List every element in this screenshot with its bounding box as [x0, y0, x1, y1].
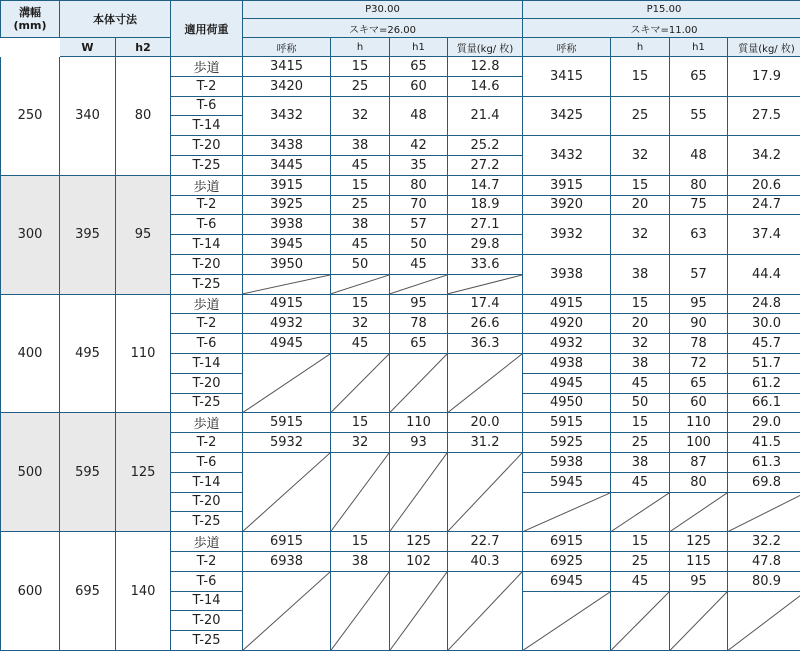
empty-slash-line — [523, 493, 610, 532]
p30-h1-cell: 65 — [390, 334, 448, 354]
p15-h-cell: 32 — [611, 215, 670, 255]
load-cell: 歩道 — [171, 413, 243, 433]
gap11-header: スキマ=11.00 — [523, 19, 800, 38]
p30-h1-cell: 102 — [390, 552, 448, 572]
load-cell: T-6 — [171, 453, 243, 473]
p30-mass-cell: 27.1 — [448, 215, 523, 235]
p15-name-cell: 3932 — [523, 215, 611, 255]
p15-mass-cell: 61.3 — [728, 453, 800, 473]
width-value: 400 — [0, 295, 60, 414]
p30-mass-cell: 14.7 — [448, 176, 523, 196]
p15-name-cell — [523, 493, 611, 533]
load-cell: T-14 — [171, 235, 243, 255]
load-cell: T-2 — [171, 314, 243, 334]
p30-h1-cell: 70 — [390, 196, 448, 216]
load-cell: T-25 — [171, 275, 243, 295]
p15-mass-cell: 24.7 — [728, 196, 800, 216]
p30-name-cell: 3915 — [243, 176, 331, 196]
empty-slash-line — [331, 354, 389, 412]
p15-h-cell: 15 — [611, 176, 670, 196]
p30-mass-cell — [448, 572, 523, 651]
p15-h1-cell: 100 — [670, 433, 728, 453]
p30-name-cell: 3420 — [243, 77, 331, 97]
p30-h-cell: 15 — [331, 295, 390, 315]
h1-header-p30: h1 — [390, 38, 448, 57]
empty-slash-line — [728, 493, 800, 532]
load-cell: T-14 — [171, 354, 243, 374]
p15-mass-cell: 41.5 — [728, 433, 800, 453]
p30-name-cell: 3945 — [243, 235, 331, 255]
empty-slash-line — [390, 354, 447, 412]
load-cell: 歩道 — [171, 532, 243, 552]
p30-h-cell: 32 — [331, 314, 390, 334]
mass-header-p30: 質量(kg/ 枚) — [448, 38, 523, 57]
p30-mass-cell: 18.9 — [448, 196, 523, 216]
mass-header-p15: 質量(kg/ 枚) — [728, 38, 800, 57]
p15-name-cell: 4950 — [523, 394, 611, 414]
p15-h-cell: 45 — [611, 572, 670, 592]
empty-slash-line — [448, 354, 522, 412]
p30-mass-cell: 29.8 — [448, 235, 523, 255]
load-cell: T-2 — [171, 77, 243, 97]
p15-h1-cell: 87 — [670, 453, 728, 473]
p15-mass-cell: 51.7 — [728, 354, 800, 374]
p15-h-cell: 15 — [611, 532, 670, 552]
w-header: W — [60, 38, 116, 57]
w-value: 695 — [60, 532, 116, 651]
p15-mass-cell: 61.2 — [728, 374, 800, 394]
width-value: 500 — [0, 413, 60, 532]
p30-h1-cell — [390, 275, 448, 295]
p15-name-cell: 4920 — [523, 314, 611, 334]
p15-h1-cell: 72 — [670, 354, 728, 374]
p15-name-cell: 4915 — [523, 295, 611, 315]
load-header: 適用荷重 — [171, 0, 243, 57]
p15-h1-cell: 115 — [670, 552, 728, 572]
p30-h-cell — [331, 275, 390, 295]
load-cell: T-20 — [171, 493, 243, 513]
p30-name-cell: 4945 — [243, 334, 331, 354]
p15-h-cell: 15 — [611, 295, 670, 315]
w-value: 340 — [60, 57, 116, 176]
p30-mass-cell: 31.2 — [448, 433, 523, 453]
p30-mass-cell: 20.0 — [448, 413, 523, 433]
p15-h-cell: 20 — [611, 196, 670, 216]
p30-name-cell: 3438 — [243, 136, 331, 156]
p30-h1-cell: 110 — [390, 413, 448, 433]
load-cell: T-14 — [171, 116, 243, 136]
p30-h1-cell: 78 — [390, 314, 448, 334]
w-value: 495 — [60, 295, 116, 414]
p15-name-cell: 5938 — [523, 453, 611, 473]
p15-mass-cell: 45.7 — [728, 334, 800, 354]
h2-value: 125 — [116, 413, 171, 532]
p30-name-cell: 3445 — [243, 156, 331, 176]
p15-h-cell: 25 — [611, 552, 670, 572]
empty-slash-line — [243, 572, 330, 650]
name-header-p15: 呼称 — [523, 38, 611, 57]
p15-name-cell: 4945 — [523, 374, 611, 394]
p15-h1-cell: 55 — [670, 97, 728, 137]
width-value: 600 — [0, 532, 60, 651]
p30-h1-cell: 50 — [390, 235, 448, 255]
p15-name-cell: 3938 — [523, 255, 611, 295]
p30-h-cell: 45 — [331, 334, 390, 354]
name-header-p30: 呼称 — [243, 38, 331, 57]
p15-h1-cell: 75 — [670, 196, 728, 216]
load-cell: 歩道 — [171, 295, 243, 315]
p30-h-cell: 15 — [331, 532, 390, 552]
p30-h-cell: 15 — [331, 57, 390, 77]
p15-mass-cell: 32.2 — [728, 532, 800, 552]
p15-name-cell: 5925 — [523, 433, 611, 453]
load-cell: T-2 — [171, 552, 243, 572]
p15-mass-cell: 34.2 — [728, 136, 800, 176]
p15-name-cell — [523, 592, 611, 651]
h-header-p15: h — [611, 38, 670, 57]
h2-value: 140 — [116, 532, 171, 651]
empty-slash-line — [523, 592, 610, 650]
empty-slash-line — [448, 453, 522, 531]
p15-mass-cell — [728, 592, 800, 651]
load-cell: 歩道 — [171, 176, 243, 196]
empty-slash-line — [611, 592, 669, 650]
p30-header: P30.00 — [243, 0, 523, 19]
p15-name-cell: 6925 — [523, 552, 611, 572]
p15-h-cell: 15 — [611, 413, 670, 433]
empty-slash-line — [448, 572, 522, 650]
p15-h-cell: 32 — [611, 136, 670, 176]
empty-slash-line — [243, 354, 330, 412]
load-cell: T-14 — [171, 473, 243, 493]
empty-slash-line — [390, 453, 447, 531]
p30-name-cell: 3432 — [243, 97, 331, 137]
p30-h-cell: 32 — [331, 97, 390, 137]
h1-header-p15: h1 — [670, 38, 728, 57]
p30-mass-cell: 36.3 — [448, 334, 523, 354]
h-header-p30: h — [331, 38, 390, 57]
p15-h-cell: 25 — [611, 433, 670, 453]
p30-mass-cell: 17.4 — [448, 295, 523, 315]
p15-h1-cell: 60 — [670, 394, 728, 414]
p15-name-cell: 4938 — [523, 354, 611, 374]
p15-h1-cell: 63 — [670, 215, 728, 255]
p15-mass-cell: 24.8 — [728, 295, 800, 315]
p15-h-cell: 38 — [611, 453, 670, 473]
h2-value: 80 — [116, 57, 171, 176]
load-cell: T-25 — [171, 512, 243, 532]
p30-h-cell: 38 — [331, 552, 390, 572]
p15-name-cell: 4932 — [523, 334, 611, 354]
p15-h1-cell: 78 — [670, 334, 728, 354]
p15-h1-cell: 95 — [670, 572, 728, 592]
h2-value: 95 — [116, 176, 171, 295]
p15-h-cell: 15 — [611, 57, 670, 97]
load-cell: T-25 — [171, 394, 243, 414]
empty-slash-line — [728, 592, 800, 650]
p30-name-cell: 5915 — [243, 413, 331, 433]
load-cell: T-2 — [171, 433, 243, 453]
p30-h1-cell: 48 — [390, 97, 448, 137]
p30-mass-cell: 22.7 — [448, 532, 523, 552]
p15-h1-cell: 65 — [670, 57, 728, 97]
p15-mass-cell: 37.4 — [728, 215, 800, 255]
empty-slash-line — [448, 275, 522, 294]
p30-h1-cell: 60 — [390, 77, 448, 97]
p15-mass-cell: 30.0 — [728, 314, 800, 334]
p30-name-cell: 6938 — [243, 552, 331, 572]
empty-slash-line — [390, 275, 447, 294]
load-cell: T-6 — [171, 215, 243, 235]
p15-h-cell: 50 — [611, 394, 670, 414]
p30-name-cell: 4915 — [243, 295, 331, 315]
p15-h1-cell: 65 — [670, 374, 728, 394]
p15-h-cell: 45 — [611, 374, 670, 394]
p30-h-cell — [331, 453, 390, 532]
p15-h-cell — [611, 493, 670, 533]
p30-mass-cell: 33.6 — [448, 255, 523, 275]
p15-name-cell: 5915 — [523, 413, 611, 433]
p30-name-cell: 3415 — [243, 57, 331, 77]
p15-h1-cell — [670, 493, 728, 533]
p30-mass-cell: 40.3 — [448, 552, 523, 572]
p15-mass-cell: 66.1 — [728, 394, 800, 414]
p30-h1-cell: 45 — [390, 255, 448, 275]
p30-h1-cell: 80 — [390, 176, 448, 196]
p15-name-cell: 3415 — [523, 57, 611, 97]
p30-h1-cell — [390, 453, 448, 532]
p30-h1-cell: 57 — [390, 215, 448, 235]
p15-mass-cell: 47.8 — [728, 552, 800, 572]
load-cell: T-20 — [171, 255, 243, 275]
p30-mass-cell: 21.4 — [448, 97, 523, 137]
width-header: 溝幅 (mm) — [0, 0, 60, 38]
p15-h-cell: 32 — [611, 334, 670, 354]
p30-h-cell: 38 — [331, 215, 390, 235]
load-cell: T-6 — [171, 97, 243, 117]
p15-name-cell: 6945 — [523, 572, 611, 592]
load-cell: T-20 — [171, 611, 243, 631]
p30-name-cell: 5932 — [243, 433, 331, 453]
load-cell: T-20 — [171, 136, 243, 156]
gap26-header: スキマ=26.00 — [243, 19, 523, 38]
p15-h-cell: 45 — [611, 473, 670, 493]
p30-h-cell: 25 — [331, 196, 390, 216]
empty-slash-line — [243, 453, 330, 531]
p15-mass-cell — [728, 493, 800, 533]
p15-h1-cell: 90 — [670, 314, 728, 334]
p15-mass-cell: 17.9 — [728, 57, 800, 97]
p30-h-cell: 38 — [331, 136, 390, 156]
p15-name-cell: 5945 — [523, 473, 611, 493]
p30-h-cell: 45 — [331, 156, 390, 176]
p30-mass-cell: 26.6 — [448, 314, 523, 334]
body-dims-header: 本体寸法 — [60, 0, 171, 38]
p30-mass-cell — [448, 275, 523, 295]
p30-name-cell — [243, 572, 331, 651]
p15-h-cell: 38 — [611, 255, 670, 295]
p30-name-cell: 6915 — [243, 532, 331, 552]
p15-name-cell: 3920 — [523, 196, 611, 216]
p15-h1-cell: 80 — [670, 473, 728, 493]
width-value: 250 — [0, 57, 60, 176]
p15-mass-cell: 80.9 — [728, 572, 800, 592]
p15-mass-cell: 27.5 — [728, 97, 800, 137]
p30-h1-cell: 125 — [390, 532, 448, 552]
p30-h-cell: 15 — [331, 413, 390, 433]
p30-h1-cell: 65 — [390, 57, 448, 77]
empty-slash-line — [331, 453, 389, 531]
p30-mass-cell: 25.2 — [448, 136, 523, 156]
p15-h-cell: 25 — [611, 97, 670, 137]
p15-h1-cell: 80 — [670, 176, 728, 196]
p30-h1-cell — [390, 354, 448, 413]
p30-h1-cell: 42 — [390, 136, 448, 156]
p30-name-cell: 3938 — [243, 215, 331, 235]
load-cell: T-25 — [171, 631, 243, 651]
empty-slash-line — [670, 592, 727, 650]
p30-mass-cell: 27.2 — [448, 156, 523, 176]
w-value: 395 — [60, 176, 116, 295]
p30-name-cell — [243, 453, 331, 532]
load-cell: T-2 — [171, 196, 243, 216]
p30-h-cell: 25 — [331, 77, 390, 97]
p30-h1-cell: 35 — [390, 156, 448, 176]
p15-h1-cell: 57 — [670, 255, 728, 295]
p15-name-cell: 3432 — [523, 136, 611, 176]
p15-h-cell — [611, 592, 670, 651]
p15-h-cell: 20 — [611, 314, 670, 334]
empty-slash-line — [611, 493, 669, 532]
empty-slash-line — [243, 275, 330, 294]
w-value: 595 — [60, 413, 116, 532]
load-cell: T-25 — [171, 156, 243, 176]
p30-mass-cell — [448, 453, 523, 532]
p30-name-cell — [243, 354, 331, 413]
p30-h-cell: 50 — [331, 255, 390, 275]
load-cell: T-20 — [171, 374, 243, 394]
p15-h1-cell: 110 — [670, 413, 728, 433]
p15-h1-cell: 95 — [670, 295, 728, 315]
p15-name-cell: 6915 — [523, 532, 611, 552]
load-cell: 歩道 — [171, 57, 243, 77]
p30-h-cell — [331, 572, 390, 651]
p15-h-cell: 38 — [611, 354, 670, 374]
p15-h1-cell: 48 — [670, 136, 728, 176]
p30-mass-cell: 12.8 — [448, 57, 523, 77]
p30-h-cell: 45 — [331, 235, 390, 255]
empty-slash-line — [670, 493, 727, 532]
p15-name-cell: 3425 — [523, 97, 611, 137]
h2-header: h2 — [116, 38, 171, 57]
width-value: 300 — [0, 176, 60, 295]
h2-value: 110 — [116, 295, 171, 414]
p30-h1-cell: 93 — [390, 433, 448, 453]
p30-name-cell: 3950 — [243, 255, 331, 275]
p15-mass-cell: 69.8 — [728, 473, 800, 493]
p30-h-cell: 32 — [331, 433, 390, 453]
p30-name-cell — [243, 275, 331, 295]
p15-h1-cell — [670, 592, 728, 651]
p30-h-cell: 15 — [331, 176, 390, 196]
p30-mass-cell: 14.6 — [448, 77, 523, 97]
p30-name-cell: 4932 — [243, 314, 331, 334]
p30-mass-cell — [448, 354, 523, 413]
load-cell: T-6 — [171, 572, 243, 592]
p30-h1-cell: 95 — [390, 295, 448, 315]
load-cell: T-6 — [171, 334, 243, 354]
p15-mass-cell: 29.0 — [728, 413, 800, 433]
empty-slash-line — [331, 572, 389, 650]
p15-h1-cell: 125 — [670, 532, 728, 552]
p15-name-cell: 3915 — [523, 176, 611, 196]
p30-h1-cell — [390, 572, 448, 651]
empty-slash-line — [390, 572, 447, 650]
load-cell: T-14 — [171, 592, 243, 612]
p15-mass-cell: 20.6 — [728, 176, 800, 196]
empty-slash-line — [331, 275, 389, 294]
p15-header: P15.00 — [523, 0, 800, 19]
p30-name-cell: 3925 — [243, 196, 331, 216]
p30-h-cell — [331, 354, 390, 413]
p15-mass-cell: 44.4 — [728, 255, 800, 295]
